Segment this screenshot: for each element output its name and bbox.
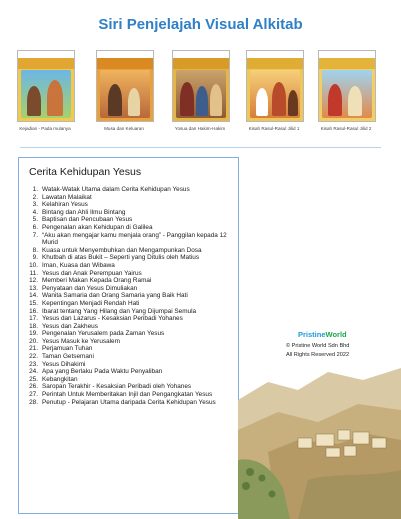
toc-item (22, 247, 234, 255)
tree-shape (242, 482, 250, 490)
toc-item-number: 13. (29, 284, 38, 292)
book-cover-4[interactable] (246, 50, 304, 122)
building-shape (298, 438, 312, 448)
figure-icon (210, 84, 222, 116)
toc-item-text: Penyataan dan Yesus Dimuliakan (42, 284, 138, 292)
figure-icon (47, 80, 63, 116)
book-cover-band (18, 58, 74, 69)
toc-item-text: Baptisan dan Pencubaan Yesus (42, 216, 133, 224)
toc-item (22, 277, 234, 285)
figure-icon (328, 84, 342, 116)
toc-item-text: Iman, Kuasa dan Wibawa (42, 261, 115, 269)
publisher-logo (298, 330, 347, 339)
toc-item (22, 254, 234, 262)
toc-item-text: Memberi Makan Kepada Orang Ramai (42, 277, 152, 285)
book-cover-band (319, 58, 375, 69)
toc-item (22, 285, 234, 293)
toc-item (22, 224, 234, 232)
toc-item-number: 8. (32, 246, 38, 254)
building-shape (353, 432, 369, 444)
toc-item (22, 216, 234, 224)
building-shape (316, 434, 334, 446)
toc-item (22, 376, 234, 384)
toc-item (22, 353, 234, 361)
book-cover-2[interactable] (96, 50, 154, 122)
toc-item-text: Kepentingan Menjadi Rendah Hati (42, 299, 140, 307)
toc-item (22, 399, 234, 407)
toc-title: Cerita Kehidupan Yesus (29, 166, 142, 178)
toc-item-number: 3. (32, 201, 38, 209)
toc-item (22, 292, 234, 300)
toc-item-text: Saropan Terakhir - Kesaksian Peribadi oleh Yohanes (42, 383, 192, 391)
toc-item-number: 4. (32, 208, 38, 216)
toc-item-text: “Aku akan mengajar kamu menjala orang” - Panggilan kepada 12 Murid (42, 231, 227, 247)
toc-item-number: 14. (29, 292, 38, 300)
logo-text-a: Pristine (298, 330, 326, 339)
toc-item-number: 5. (32, 216, 38, 224)
book-cover-art (21, 70, 71, 118)
figure-icon (348, 86, 362, 116)
toc-item-number: 23. (29, 360, 38, 368)
toc-item-number: 18. (29, 322, 38, 330)
toc-item-text: Watak-Watak Utama dalam Cerita Kehidupan Yesus (42, 186, 190, 193)
toc-item-text: Penutup - Pelajaran Utama daripada Cerita Kehidupan Yesus (42, 398, 216, 406)
toc-item-number: 2. (32, 193, 38, 201)
book-covers-row (0, 44, 401, 134)
toc-item (22, 330, 234, 338)
toc-item-number: 9. (32, 254, 38, 262)
building-shape (372, 438, 386, 448)
toc-item-text: Lawatan Malaikat (42, 193, 92, 201)
toc-item-number: 10. (29, 261, 38, 269)
book-cover-art (250, 70, 300, 118)
toc-item-text: Bintang dan Ahli Ilmu Bintang (42, 208, 126, 216)
toc-item-text: Wanita Samaria dan Orang Samaria yang Baik Hati (42, 292, 188, 300)
toc-item (22, 300, 234, 308)
logo-text-b: World (325, 330, 347, 339)
toc-item-number: 26. (29, 383, 38, 391)
book-cover-band (173, 58, 229, 69)
toc-item (22, 232, 234, 247)
toc-item (22, 194, 234, 202)
toc-item-text: Yesus Masuk ke Yerusalem (42, 337, 120, 345)
figure-icon (256, 88, 268, 116)
toc-item (22, 345, 234, 353)
toc-item (22, 383, 234, 391)
toc-item-number: 25. (29, 375, 38, 383)
figure-icon (272, 82, 286, 116)
book-cover-3[interactable] (172, 50, 230, 122)
toc-item-number: 24. (29, 368, 38, 376)
toc-item-text: Perintah Untuk Memberitakan Injil dan Pengangkatan Yesus (42, 391, 213, 399)
toc-list (22, 186, 234, 406)
toc-item-text: Perjamuan Tuhan (42, 345, 93, 353)
toc-item-text: Khutbah di atas Bukit – Seperti yang Ditulis oleh Matius (42, 254, 200, 262)
toc-item (22, 368, 234, 376)
copyright-text: © Pristine World Sdn Bhd (286, 343, 350, 349)
toc-item-number: 28. (29, 398, 38, 406)
toc-item-text: Apa yang Berlaku Pada Waktu Penyaliban (42, 368, 163, 376)
toc-item (22, 201, 234, 209)
book-cover-band (247, 58, 303, 69)
toc-item-text: Yesus dan Zakheus (42, 322, 98, 330)
toc-item-number: 17. (29, 315, 38, 323)
toc-item-number: 6. (32, 223, 38, 231)
book-caption-3: Yosua dan Hakim-Hakim (174, 126, 226, 131)
book-caption-5: Kisah Rasul-Rasul Jilid 2 (320, 126, 372, 131)
section-divider (20, 147, 381, 148)
toc-item-text: Yesus dan Lazarus - Kesaksian Peribadi Yohanes (42, 315, 183, 323)
book-cover-1[interactable] (17, 50, 75, 122)
building-shape (326, 448, 340, 457)
toc-item-text: Kelahiran Yesus (42, 201, 88, 209)
tree-shape (269, 491, 276, 498)
building-shape (338, 430, 350, 440)
toc-item-number: 15. (29, 299, 38, 307)
toc-item (22, 209, 234, 217)
figure-icon (180, 82, 194, 116)
toc-item-text: Taman Getsemani (42, 353, 94, 361)
toc-item-number: 19. (29, 330, 38, 338)
toc-item (22, 308, 234, 316)
toc-item-number: 27. (29, 391, 38, 399)
toc-item (22, 361, 234, 369)
building-shape (344, 446, 356, 456)
toc-item-text: Yesus dan Anak Perempuan Yairus (42, 269, 142, 277)
book-caption-4: Kisah Rasul-Rasul Jilid 1 (248, 126, 300, 131)
figure-icon (108, 84, 122, 116)
toc-box (18, 157, 239, 514)
toc-item-number: 20. (29, 337, 38, 345)
book-caption-2: Musa dan Keluaran (104, 126, 144, 131)
toc-item-text: Ibarat tentang Yang Hilang dan Yang Dijumpai Semula (42, 307, 197, 315)
figure-icon (128, 88, 140, 116)
book-cover-art (100, 70, 150, 118)
figure-icon (196, 86, 208, 116)
book-caption-1: Kejadian - Pada mulanya (19, 126, 71, 131)
book-cover-5[interactable] (318, 50, 376, 122)
toc-item (22, 186, 234, 194)
book-cover-art (176, 70, 226, 118)
figure-icon (288, 90, 298, 116)
jerusalem-landscape-illustration (238, 360, 401, 519)
rights-text: All Rights Reserved 2022 (286, 352, 350, 358)
figure-icon (27, 86, 41, 116)
book-cover-band (97, 58, 153, 69)
toc-item-number: 21. (29, 345, 38, 353)
tree-shape (246, 468, 254, 476)
toc-item-text: Kuasa untuk Menyembuhkan dan Mengampunkan Dosa (42, 246, 202, 254)
toc-item-text: Pengenalan akan Kehidupan di Galilea (42, 223, 153, 231)
toc-item (22, 323, 234, 331)
toc-item-number: 11. (29, 269, 38, 277)
toc-item-text: Yesus Dihakimi (42, 360, 86, 368)
toc-item-text: Pengenalan Yerusalem pada Zaman Yesus (42, 330, 165, 338)
toc-item-number: 7. (32, 231, 38, 239)
page-title: Siri Penjelajah Visual Alkitab (98, 16, 303, 33)
toc-item-number: 16. (29, 307, 38, 315)
book-cover-art (322, 70, 372, 118)
toc-item (22, 391, 234, 399)
toc-item (22, 315, 234, 323)
toc-item-number: 22. (29, 353, 38, 361)
toc-item-text: Kebangkitan (42, 375, 78, 383)
toc-item (22, 262, 234, 270)
toc-item (22, 270, 234, 278)
toc-item (22, 338, 234, 346)
toc-item-number: 1. (32, 186, 38, 193)
toc-item-number: 12. (29, 277, 38, 285)
tree-shape (259, 475, 266, 482)
